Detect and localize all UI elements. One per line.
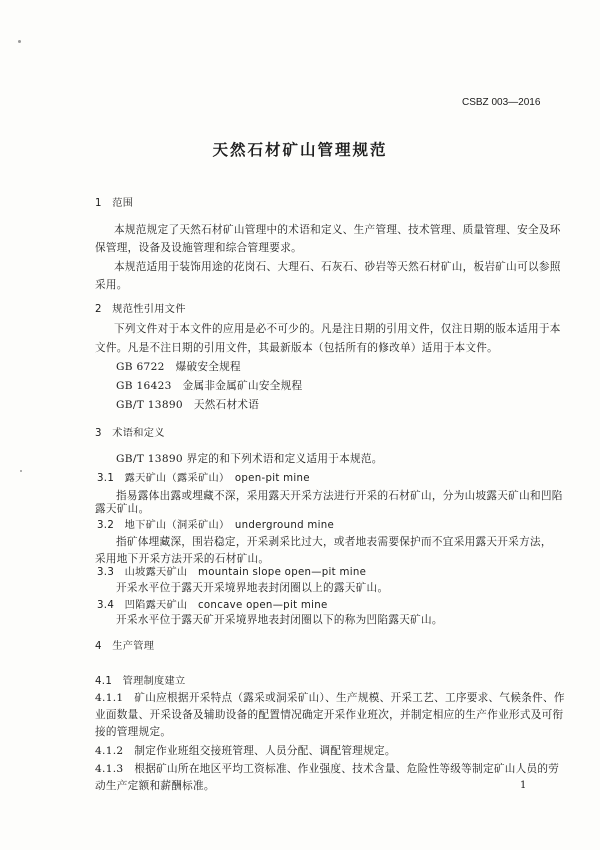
section-4-heading: 4 生产管理 — [95, 641, 155, 652]
paragraph-line: GB/T 13890 界定的和下列术语和定义适用于本规范。 — [116, 453, 383, 465]
paragraph-line: 接的管理规定。 — [95, 726, 172, 738]
paragraph-line: 本规范规定了天然石材矿山管理中的术语和定义、生产管理、技术管理、质量管理、安全及环 — [114, 224, 561, 236]
term-heading: 3.2 地下矿山（洞采矿山） underground mine — [97, 520, 335, 531]
paragraph-line: 保管理，设备及设施管理和综合管理要求。 — [95, 242, 302, 254]
paragraph-line: 采用地下开采方法开采的石材矿山。 — [95, 553, 270, 565]
paragraph-line: 动生产定额和薪酬标准。 — [95, 780, 215, 792]
term-heading: 3.4 凹陷露天矿山 concave open—pit mine — [97, 600, 328, 611]
document-title: 天然石材矿山管理规范 — [212, 141, 388, 159]
paragraph-line: 开采水平位于露天矿开采境界地表封闭圈以下的称为凹陷露天矿山。 — [116, 614, 443, 626]
page-number: 1 — [520, 780, 527, 791]
paragraph-line: 采用。 — [95, 279, 128, 291]
term-heading: 3.1 露天矿山（露采矿山） open-pit mine — [97, 473, 310, 484]
reference-item: GB/T 13890 天然石材术语 — [116, 399, 260, 411]
section-3-heading: 3 术语和定义 — [95, 428, 165, 439]
scan-speck — [18, 40, 21, 43]
paragraph-line: 4.1.3 根据矿山所在地区平均工资标准、作业强度、技术含量、危险性等级等制定矿山人员的劳 — [95, 763, 560, 775]
paragraph-line: 本规范适用于装饰用途的花岗石、大理石、石灰石、砂岩等天然石材矿山，板岩矿山可以参照 — [114, 261, 561, 273]
section-1-heading: 1 范围 — [95, 198, 134, 209]
paragraph-line: 露天矿山。 — [95, 503, 150, 515]
paragraph-line: 4.1.2 制定作业班组交接班管理、人员分配、调配管理规定。 — [95, 745, 396, 757]
paragraph-line: 指矿体埋藏深，围岩稳定，开采剥采比过大，或者地表需要保护而不宜采用露天开采方法， — [116, 536, 552, 548]
paragraph-line: 业面数量、开采设备及辅助设备的配置情况确定开采作业班次，并制定相应的生产作业形式及可衔 — [95, 709, 564, 721]
standard-code: CSBZ 003—2016 — [462, 97, 541, 108]
reference-item: GB 6722 爆破安全规程 — [116, 361, 241, 373]
paragraph-line: 4.1.1 矿山应根据开采特点（露采或洞采矿山）、生产规模、开采工艺、工序要求、气候条件、作 — [95, 692, 565, 704]
paragraph-line: 下列文件对于本文件的应用是必不可少的。凡是注日期的引用文件，仅注日期的版本适用于本 — [114, 323, 561, 335]
subsection-heading: 4.1 管理制度建立 — [95, 676, 186, 687]
term-heading: 3.3 山坡露天矿山 mountain slope open—pit mine — [97, 567, 367, 578]
scan-speck — [20, 470, 22, 472]
reference-item: GB 16423 金属非金属矿山安全规程 — [116, 380, 303, 392]
section-2-heading: 2 规范性引用文件 — [95, 304, 186, 315]
paragraph-line: 文件。凡是不注日期的引用文件，其最新版本（包括所有的修改单）适用于本文件。 — [95, 342, 499, 354]
paragraph-line: 开采水平位于露天开采境界地表封闭圈以上的露天矿山。 — [116, 582, 389, 594]
paragraph-line: 指易露体出露或埋藏不深，采用露天开采方法进行开采的石材矿山，分为山坡露天矿山和凹陷 — [116, 490, 563, 502]
